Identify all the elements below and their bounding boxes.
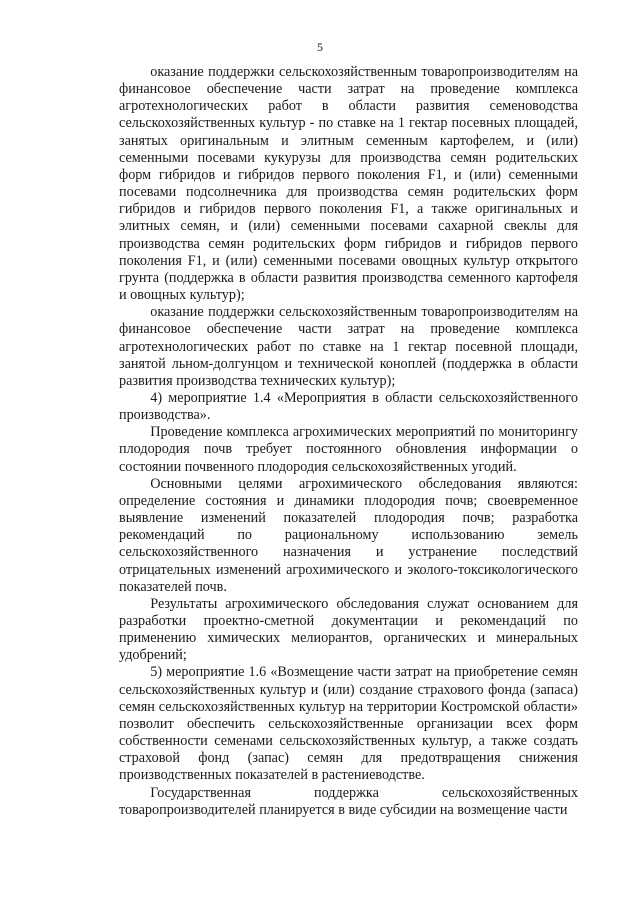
paragraph-seed-support: оказание поддержки сельскохозяйственным товаропроизводителям на финансовое обеспечение части затрат на проведение комплекса агротехнологических работ в области развития семеноводства сельскохозяйственных культур - по ставке на 1 гектар посевных площадей, занятых оригинальным и элитным семенным картофелем, и (или) семенными посевами кукурузы для производства семян родительских форм гибридов и гибридов первого поколения F1, и (или) семенными посевами подсолнечника для производства семян родительских форм гибридов и гибридов первого поколения F1, а также оригинальных и элитных семян, и (или) семенными посевами сахарной свеклы для производства семян родительских форм гибридов и гибридов первого поколения F1, и (или) семенными посевами овощных культур открытого грунта (поддержка в области развития производства семенного картофеля и овощных культур); (119, 64, 578, 304)
paragraph-measure-1-6: 5) мероприятие 1.6 «Возмещение части затрат на приобретение семян сельскохозяйственных культур и (или) создание страхового фонда (запаса) семян сельскохозяйственных культур на территории Костромской области» позволит обеспечить сельскохозяйственные организации всех форм собственности семенами сельскохозяйственных культур, а также создать страховой фонд (запас) семян для предотвращения снижения производственных показателей в растениеводстве. (119, 664, 578, 784)
paragraph-state-support: Государственная поддержка сельскохозяйственных товаропроизводителей планируется в виде субсидии на возмещение части (119, 784, 578, 818)
paragraph-flax-hemp-support: оказание поддержки сельскохозяйственным товаропроизводителям на финансовое обеспечение части затрат на проведение комплекса агротехнологических работ по ставке на 1 гектар посевной площади, занятой льном-долгунцом и технической коноплей (поддержка в области развития производства технических культур); (119, 304, 578, 389)
paragraph-soil-monitoring: Проведение комплекса агрохимических мероприятий по мониторингу плодородия почв требует постоянного обновления информации о состоянии почвенного плодородия сельскохозяйственных угодий. (119, 424, 578, 475)
paragraph-measure-1-4: 4) мероприятие 1.4 «Мероприятия в области сельскохозяйственного производства». (119, 389, 578, 424)
paragraph-survey-goals: Основными целями агрохимического обследования являются: определение состояния и динамики плодородия почв; своевременное выявление изменений показателей плодородия почв; разработка рекомендаций по рациональному использованию земель сельскохозяйственного назначения и устранение последствий отрицательных изменений агрохимического и эколого-токсикологического показателей почв. (119, 475, 578, 595)
page-number: 5 (317, 40, 323, 54)
paragraph-survey-results: Результаты агрохимического обследования служат основанием для разработки проектно-сметной документации и рекомендаций по применению химических мелиорантов, органических и минеральных удобрений; (119, 595, 578, 664)
document-body (119, 64, 578, 819)
